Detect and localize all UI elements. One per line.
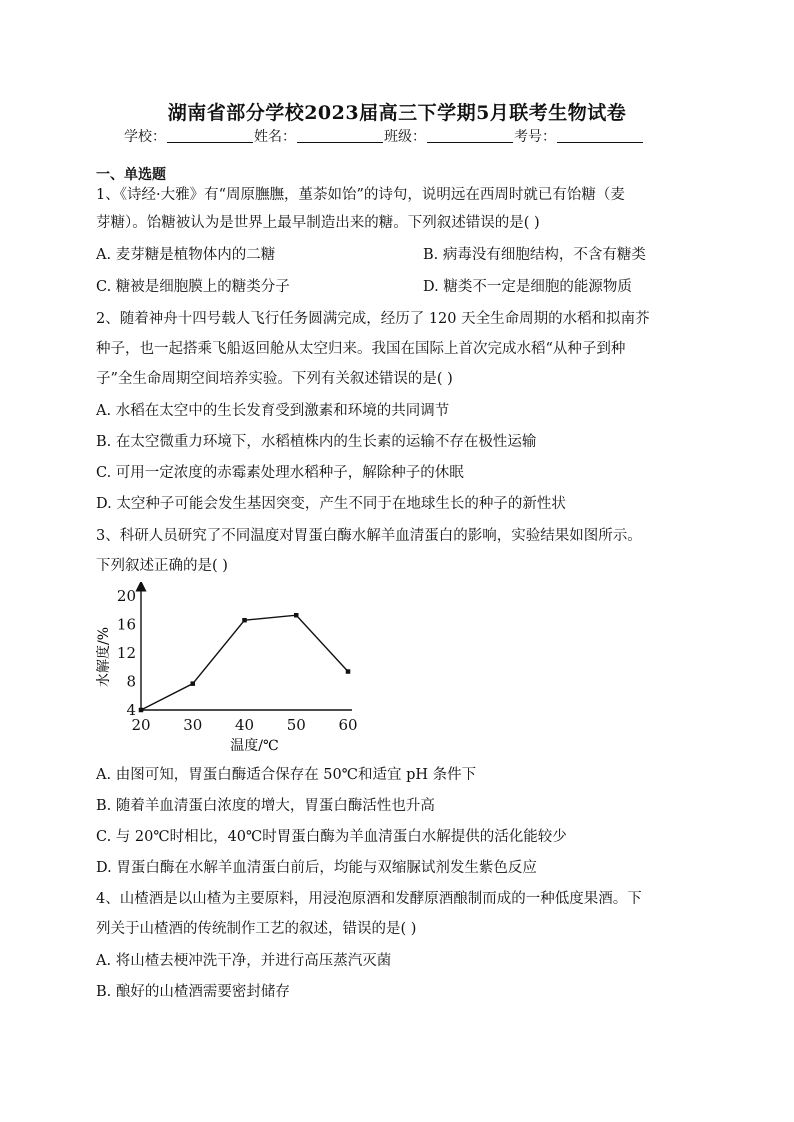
q2-option-b: B. 在太空微重力环境下，水稻植株内的生长素的运输不存在极性运输 [96,434,537,450]
hydrolysis-chart [96,582,376,758]
hydrolysis-chart-svg [96,582,376,758]
section-heading: 一、单选题 [96,167,166,183]
q4-stem-line-1: 4、山楂酒是以山楂为主要原料，用浸泡原酒和发酵原酒酿制而成的一种低度果酒。下 [96,891,642,907]
class-label: 班级： [384,129,426,145]
q1-option-c: C. 糖被是细胞膜上的糖类分子 [96,279,290,295]
student-info-row [124,126,644,146]
x-tick-label: 50 [286,716,306,734]
y-axis-label: 水解度/% [96,626,112,688]
chart-ticks [117,587,358,734]
q1-option-b: B. 病毒没有细胞结构，不含有糖类 [423,247,646,263]
y-tick-label: 12 [116,644,136,662]
series-line [141,615,348,710]
school-blank[interactable] [167,128,253,143]
x-axis-label: 温度/℃ [230,738,279,754]
x-tick-label: 40 [234,716,255,734]
q3-option-c: C. 与 20℃时相比，40℃时胃蛋白酶为羊血清蛋白水解提供的活化能较少 [96,829,567,845]
q3-option-a: A. 由图可知，胃蛋白酶适合保存在 50℃和适宜 pH 条件下 [96,767,477,783]
name-label: 姓名： [254,129,296,145]
q2-stem-line-1: 2、随着神舟十四号载人飞行任务圆满完成，经历了 120 天全生命周期的水稻和拟南芥 [96,311,650,327]
data-point-marker [191,681,196,686]
y-tick-label: 8 [126,672,136,691]
x-tick-label: 30 [183,716,203,734]
data-point-marker [139,708,144,713]
q4-option-a: A. 将山楂去梗冲洗干净，并进行高压蒸汽灭菌 [96,953,392,969]
school-label: 学校： [124,129,166,145]
y-tick-label: 4 [126,701,136,719]
q2-option-d: D. 太空种子可能会发生基因突变，产生不同于在地球生长的种子的新性状 [96,496,566,512]
q1-stem-line-2: 芽糖）。饴糖被认为是世界上最早制造出来的糖。下列叙述错误的是( ) [96,215,540,231]
q1-option-d: D. 糖类不一定是细胞的能源物质 [423,279,632,295]
data-point-marker [346,669,351,674]
number-blank[interactable] [557,128,643,143]
q3-stem-line-1: 3、科研人员研究了不同温度对胃蛋白酶水解羊血清蛋白的影响，实验结果如图所示。 [96,528,642,544]
exam-title: 湖南省部分学校2023届高三下学期5月联考生物试卷 [167,102,627,124]
y-tick-label: 20 [116,587,136,605]
name-blank[interactable] [297,128,383,143]
q4-option-b: B. 酿好的山楂酒需要密封储存 [96,984,290,1000]
q2-stem-line-2: 种子，也一起搭乘飞船返回舱从太空归来。我国在国际上首次完成水稻“从种子到种 [96,341,626,357]
data-point-marker [242,618,247,623]
q1-option-a: A. 麦芽糖是植物体内的二糖 [96,247,276,263]
q3-option-b: B. 随着羊血清蛋白浓度的增大，胃蛋白酶活性也升高 [96,798,435,814]
chart-axes [141,586,352,710]
y-tick-label: 16 [116,615,136,634]
x-tick-label: 60 [338,716,358,734]
q2-option-c: C. 可用一定浓度的赤霉素处理水稻种子，解除种子的休眠 [96,465,464,481]
q1-stem-line-1: 1、《诗经·大雅》有“周原膴膴，堇荼如饴”的诗句，说明远在西周时就已有饴糖（麦 [96,187,625,203]
q3-stem-line-2: 下列叙述正确的是( ) [96,558,228,574]
x-tick-label: 20 [131,716,151,734]
class-blank[interactable] [427,128,513,143]
q2-stem-line-3: 子”全生命周期空间培养实验。下列有关叙述错误的是( ) [96,371,453,387]
data-point-marker [294,613,299,618]
number-label: 考号： [514,129,556,145]
chart-series [139,613,351,712]
q2-option-a: A. 水稻在太空中的生长发育受到激素和环境的共同调节 [96,403,450,419]
q3-option-d: D. 胃蛋白酶在水解羊血清蛋白前后，均能与双缩脲试剂发生紫色反应 [96,860,537,876]
q4-stem-line-2: 列关于山楂酒的传统制作工艺的叙述，错误的是( ) [96,921,417,937]
